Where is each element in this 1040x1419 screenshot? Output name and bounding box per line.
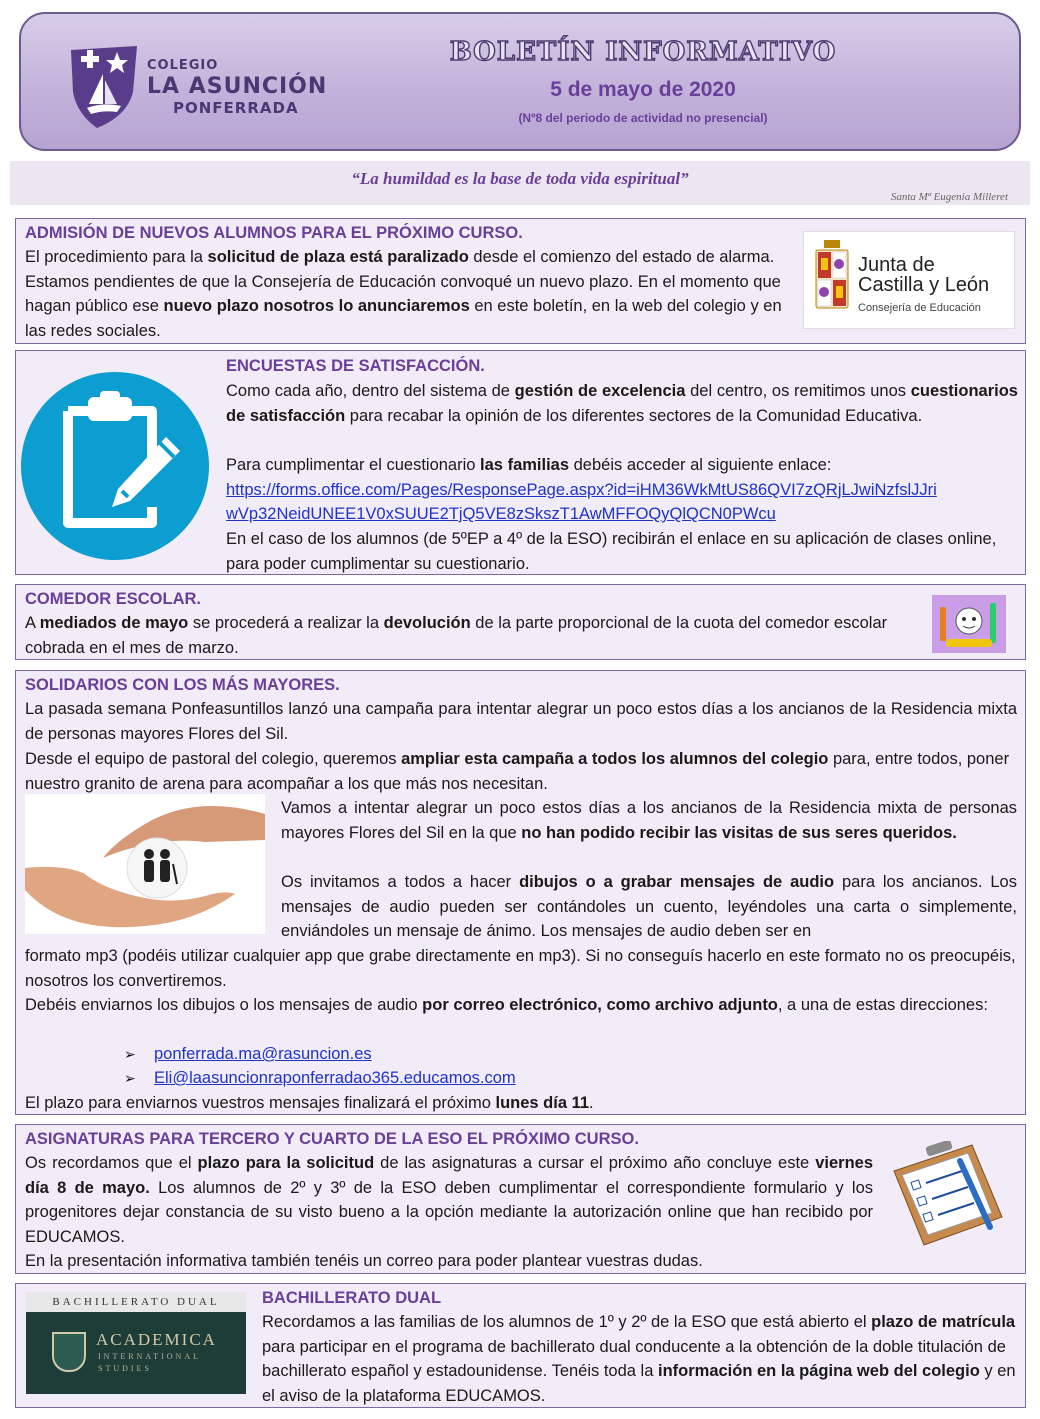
solidarios-p2-text-2: para, entre todos, poner nuestro granito de arena para acompañar a los que más nos necesitan. [25, 750, 1010, 793]
encuestas-bold-2: cuestionarios de satisfacción [226, 382, 1018, 425]
school-shield-icon [67, 44, 141, 130]
encuestas-text-p3: En el caso de los alumnos (de 5ºEP a 4º de la ESO) recibirán el enlace en su aplicación de clases online, para poder cumplimentar su cuestionario. [226, 530, 997, 573]
solidarios-p6-text-1: El plazo para enviarnos vuestros mensajes finalizará el próximo [25, 1094, 496, 1112]
bachillerato-bold-1: plazo de matrícula [871, 1313, 1016, 1331]
asignaturas-bold-2: viernes día 8 de mayo. [25, 1154, 874, 1197]
checklist-clipboard-icon [886, 1141, 1008, 1249]
junta-logo-line1: Junta de [858, 254, 935, 276]
quote-author: Santa Mª Eugenia Milleret [890, 191, 1008, 203]
solidarios-p5-text-1: Debéis enviarnos los dibujos o los mensajes de audio [25, 996, 423, 1014]
encuestas-text-4: Para cumplimentar el cuestionario [226, 456, 481, 474]
email-item-1 [124, 1042, 372, 1067]
academica-logo [26, 1292, 246, 1394]
school-logo-text [147, 56, 327, 118]
section-asignaturas [15, 1124, 1026, 1274]
junta-logo-line3: Consejería de Educación [858, 302, 981, 314]
solidarios-p6-text-2: . [589, 1094, 594, 1112]
solidarios-p6-bold: lunes día 11 [495, 1094, 590, 1112]
comedor-text-3: de la parte proporcional de la cuota del comedor escolar cobrada en el mes de marzo. [25, 614, 888, 657]
arrow-bullet-icon: ➢ [124, 1070, 136, 1086]
comedor-bold-1: mediados de mayo [39, 614, 189, 632]
solidarios-p4-text-2: para los ancianos. Los mensajes de audio pueden ser contándoles un cuento, leyéndoles una carta o simplemente, enviándoles un mensaje de ánimo. Los mensajes de audio deben ser en [281, 873, 1017, 941]
academica-logo-top: BACHILLERATO DUAL [26, 1292, 246, 1312]
solidarios-p2-bold: ampliar esta campaña a todos los alumnos del colegio [401, 750, 829, 768]
solidarios-p3 [281, 796, 1017, 845]
solidarios-p5-text-2: , a una de estas direcciones: [777, 996, 988, 1014]
solidarios-p3-text: Vamos a intentar alegrar un poco estos días a los ancianos de la Residencia mixta de personas mayores Flores del Sil en la que [281, 799, 1017, 842]
encuestas-text-1: Como cada año, dentro del sistema de [226, 382, 515, 400]
solidarios-p4 [281, 870, 1017, 944]
asignaturas-text-3: Los alumnos de 2º y 3º de la ESO deben cumplimentar el correspondiente formulario y los progenitores dejar constancia de su visto bueno a la opción mediante la autorización online que han recibido por EDUCAMOS. [25, 1178, 873, 1246]
encuestas-heading: ENCUESTAS DE SATISFACCIÓN. [226, 357, 485, 375]
newsletter-header [19, 12, 1021, 151]
admision-heading: ADMISIÓN DE NUEVOS ALUMNOS PARA EL PRÓXIMO CURSO. [25, 224, 523, 242]
solidarios-p3-bold: no han podido recibir las visitas de sus seres queridos. [521, 823, 957, 842]
section-encuestas [15, 350, 1026, 575]
academica-crest-icon [52, 1332, 86, 1372]
encuestas-text-5: debéis acceder al siguiente enlace: [569, 456, 832, 474]
section-solidarios [15, 670, 1026, 1115]
caring-hands-image [25, 794, 265, 934]
admision-text-2: desde el comienzo del estado de alarma. Estamos pendientes de que la Consejería de Educación convoqué un nuevo plazo. En el momento que hagan público ese [25, 248, 781, 316]
solidarios-p4-text-1: Os invitamos a todos a hacer [281, 873, 520, 891]
solidarios-p6 [25, 1091, 594, 1116]
comedor-food-icon [932, 595, 1006, 653]
encuestas-text-p2 [226, 453, 831, 478]
asignaturas-heading: ASIGNATURAS PARA TERCERO Y CUARTO DE LA ESO EL PRÓXIMO CURSO. [25, 1130, 639, 1148]
solidarios-p5-bold: por correo electrónico, como archivo adjunto [422, 996, 778, 1014]
arrow-bullet-icon: ➢ [124, 1046, 136, 1062]
email-link-2[interactable]: Eli@laasuncionraponferradao365.educamos.com [154, 1069, 516, 1087]
asignaturas-text-2: de las asignaturas a cursar el próximo año concluye este [374, 1154, 816, 1172]
asignaturas-text-1: Os recordamos que el [25, 1154, 198, 1172]
newsletter-title: BOLETÍN INFORMATIVO [449, 37, 837, 67]
comedor-text-1: A [25, 614, 40, 632]
bachillerato-text-2: para participar en el programa de bachillerato dual conducente a la obtención de la doble titulación de bachillerato español y estadounidense. Tenéis toda la [262, 1337, 1006, 1381]
solidarios-p2-text-1: Desde el equipo de pastoral del colegio, queremos [25, 750, 402, 768]
email-item-2 [124, 1066, 516, 1091]
encuestas-text-2: del centro, os remitimos unos [685, 382, 911, 400]
admision-text [25, 245, 789, 343]
encuestas-text-3: para recabar la opinión de los diferentes sectores de la Comunidad Educativa. [345, 406, 923, 425]
solidarios-p5 [25, 993, 1017, 1018]
solidarios-p4-cont: formato mp3 (podéis utilizar cualquier app que grabe directamente en mp3). Si no conseguís hacerlo en este formato no os preocupéis, nosotros los convertiremos. [25, 947, 1016, 990]
bachillerato-heading: BACHILLERATO DUAL [262, 1289, 442, 1307]
comedor-heading: COMEDOR ESCOLAR. [25, 590, 202, 608]
survey-link-line2[interactable]: wVp32NeidUNEE1V0xSUUE2TjQ5VE8zSkszT1AwMFFOQyQlQCN0PWcu [226, 505, 776, 523]
bachillerato-text-3: y en el aviso de la plataforma EDUCAMOS. [262, 1362, 1016, 1405]
asignaturas-text-4: En la presentación informativa también tenéis un correo para poder plantear vuestras dudas. [25, 1252, 703, 1270]
encuestas-bold-3: las familias [480, 456, 570, 474]
survey-link-line1[interactable]: https://forms.office.com/Pages/ResponsePage.aspx?id=iHM36WkMtUS86QVI7zQRjLJwiNzfslJJri [226, 481, 937, 499]
junta-logo-line2: Castilla y León [858, 274, 990, 296]
school-name-line1: COLEGIO [147, 58, 219, 73]
section-bachillerato [15, 1283, 1026, 1408]
solidarios-p1: La pasada semana Ponfeasuntillos lanzó una campaña para intentar alegrar un poco estos días a los ancianos de la Residencia mixta de personas mayores Flores del Sil. [25, 700, 1017, 743]
clipboard-pencil-icon [20, 371, 210, 561]
section-admision [15, 218, 1026, 344]
email-link-1[interactable]: ponferrada.ma@rasuncion.es [154, 1045, 372, 1063]
admision-bold-2: nuevo plazo nosotros lo anunciaremos [163, 297, 470, 316]
solidarios-p2 [25, 747, 1017, 796]
bachillerato-text [262, 1310, 1018, 1408]
quote-text: “La humildad es la base de toda vida espiritual” [351, 169, 689, 188]
quote-band [10, 161, 1030, 205]
academica-logo-brand: ACADEMICA [96, 1330, 217, 1349]
admision-bold-1: solicitud de plaza está paralizado [207, 248, 469, 266]
junta-logo [803, 231, 1015, 329]
section-comedor [15, 584, 1026, 660]
bachillerato-text-1: Recordamos a las familias de los alumnos de 1º y 2º de la ESO que está abierto el [262, 1313, 872, 1331]
comedor-bold-2: devolución [383, 614, 471, 632]
encuestas-bold-1: gestión de excelencia [514, 382, 686, 400]
comedor-text-2: se procederá a realizar la [188, 614, 384, 632]
school-name-line2: LA ASUNCIÓN [147, 74, 328, 99]
asignaturas-bold-1: plazo para la solicitud [197, 1154, 375, 1172]
comedor-text [25, 611, 923, 660]
newsletter-date: 5 de mayo de 2020 [550, 78, 736, 101]
solidarios-p4-bold: dibujos o a grabar mensajes de audio [519, 873, 835, 891]
solidarios-heading: SOLIDARIOS CON LOS MÁS MAYORES. [25, 676, 340, 694]
asignaturas-text [25, 1151, 873, 1249]
admision-text-3: en este boletín, en la web del colegio y en las redes sociales. [25, 297, 782, 340]
admision-text-1: El procedimiento para la [25, 248, 208, 266]
newsletter-subtitle: (Nº8 del periodo de actividad no presencial) [518, 111, 768, 125]
bachillerato-bold-2: información en la página web del colegio [657, 1362, 980, 1381]
encuestas-text-p1 [226, 379, 1018, 428]
junta-coat-of-arms-icon [812, 240, 852, 312]
academica-logo-sub2: STUDIES [98, 1364, 152, 1373]
school-name-line3: PONFERRADA [173, 99, 299, 117]
academica-logo-sub1: INTERNATIONAL [98, 1352, 201, 1361]
